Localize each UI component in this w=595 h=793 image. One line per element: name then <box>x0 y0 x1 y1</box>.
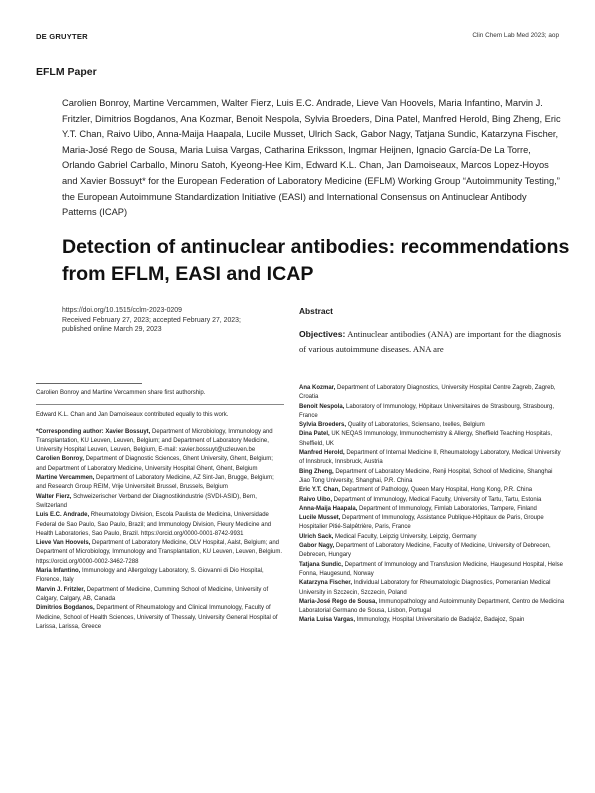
affiliation-author-name: Anna-Maija Haapala, <box>299 505 358 512</box>
affiliation-author-name: Carolien Bonroy, <box>36 456 84 463</box>
abstract-body <box>299 327 561 356</box>
paper-type: EFLM Paper <box>36 66 97 78</box>
published-date: published online March 29, 2023 <box>62 326 162 334</box>
footnotes-right-column <box>299 384 565 626</box>
affiliation-author-name: Ulrich Sack, <box>299 533 334 540</box>
affiliation-entry <box>36 428 284 456</box>
affiliation-entry <box>299 598 565 617</box>
affiliation-author-name: Marvin J. Fritzler, <box>36 586 86 593</box>
affiliation-text: Department of Laboratory Medicine, AZ Sint-Jan, Brugge, Belgium; and Research Group REIM, Vrije Universiteit Brussel, Brussels, Belgium <box>36 475 274 491</box>
affiliation-author-name: Sylvia Broeders, <box>299 422 347 429</box>
affiliation-text: Department of Laboratory Diagnostics, University Hospital Centre Zagreb, Zagreb, Croatia <box>299 385 556 401</box>
abstract-heading: Abstract <box>299 306 333 316</box>
affiliation-author-name: Ana Kozmar, <box>299 385 336 391</box>
affiliation-entry <box>299 449 565 468</box>
affiliation-text: Immunology and Allergology Laboratory, S. Giovanni di Dio Hospital, Florence, Italy <box>36 568 264 584</box>
affiliation-author-name: Martine Vercammen, <box>36 475 95 482</box>
affiliation-author-name: Maria Luisa Vargas, <box>299 617 356 624</box>
affiliation-text: UK NEQAS Immunology, Immunochemistry & Allergy, Sheffield Teaching Hospitals, Sheffield, UK <box>299 431 553 447</box>
affiliation-entry <box>299 505 565 514</box>
affiliation-entry <box>36 586 284 605</box>
publisher-name: DE GRUYTER <box>36 32 88 41</box>
affiliation-author-name: Eric Y.T. Chan, <box>299 487 340 494</box>
affiliation-text: Department of Immunology, Assistance Publique-Hôpitaux de Paris, Groupe Hospitalier Pitié-Salpêtrière, Paris, France <box>299 515 544 531</box>
affiliation-author-name: Katarzyna Fischer, <box>299 580 353 587</box>
affiliation-text: Department of Microbiology, Immunology and Transplantation, KU Leuven, Leuven, Belgium; and Department of Laboratory Medicine, University Hospital Leuven, Leuven, Belgium, E-mail: xavier.bossuyt@uzleuven.be <box>36 428 273 454</box>
affiliation-text: Immunopathology and Autoimmunity Department, Centro de Medicina Laboratorial Germano de Sousa, Lisbon, Portugal <box>299 598 565 615</box>
shared-first-note: Carolien Bonroy and Martine Vercammen share first authorship. <box>36 389 284 405</box>
affiliation-entry <box>299 514 565 533</box>
affiliation-entry <box>299 486 565 495</box>
affiliation-author-name: Walter Fierz, <box>36 493 72 500</box>
affiliation-author-name: Tatjana Sundic, <box>299 561 343 568</box>
author-list: Carolien Bonroy, Martine Vercammen, Walter Fierz, Luis E.C. Andrade, Lieve Van Hoovels, Maria Infantino, Marvin J. Fritzler, Dimitrios Bogdanos, Ana Kozmar, Benoit Nespola, Sylvia Broeders, Dina Patel, Manfred Herold, Bing Zheng, Eric Y.T. Chan, Raivo Uibo, Anna-Maija Haapala, Lucile Musset, Ulrich Sack, Gabor Nagy, Tatjana Sundic, Katarzyna Fischer, Maria-José Rego de Sousa, Maria Luisa Vargas, Catharina Eriksson, Ingmar Heijnen, Ignacio García-De La Torre, Orlando Gabriel Carballo, Minoru Satoh, Kyeong-Hee Kim, Edward K.L. Chan, Jan Damoiseaux, Marcos Lopez-Hoyos and Xavier Bossuyt* for the European Federation of Laboratory Medicine (EFLM) Working Group “Autoimmunity Testing,” the European Autoimmune Standardization Initiative (EASI) and International Consensus on Antinuclear Antibody Patterns (ICAP) <box>62 98 561 218</box>
affiliation-text: Quality of Laboratories, Sciensano, Ixelles, Belgium <box>346 422 485 429</box>
affiliation-entry <box>36 604 284 632</box>
affiliation-text: Department of Medicine, Cumming School of Medicine, University of Calgary, Calgary, AB, Canada <box>36 586 269 602</box>
received-date: Received February 27, 2023; accepted February 27, 2023; <box>62 316 241 324</box>
footnote-rule <box>36 383 142 384</box>
objectives-label: Objectives: <box>299 329 346 339</box>
affiliation-entry <box>36 511 284 539</box>
footnotes-left-column <box>36 389 284 632</box>
affiliation-text: Laboratory of Immunology, Hôpitaux Universitaires de Strasbourg, Strasbourg, France <box>299 403 555 419</box>
affiliation-entry <box>299 616 565 625</box>
affiliation-text: Medical Faculty, Leipzig University, Leipzig, Germany <box>333 533 477 540</box>
objectives-text: Antinuclear antibodies (ANA) are important for the diagnosis of various autoimmune diseases. ANA are <box>299 329 561 354</box>
affiliation-text: Rheumatology Division, Escola Paulista de Medicina, Universidade Federal de Sao Paulo, Sao Paulo, Brazil; and Immunology Division, Fleury Medicine and Health Laboratories, Sao Paulo, Brazil. https://orcid.org/0000-0001-8742-9931 <box>36 512 272 537</box>
affiliation-author-name: *Corresponding author: Xavier Bossuyt, <box>36 428 151 435</box>
article-title: Detection of antinuclear antibodies: recommendations from EFLM, EASI and ICAP <box>62 236 570 285</box>
journal-citation: Clin Chem Lab Med 2023; aop <box>472 32 559 39</box>
affiliation-entry <box>299 542 565 561</box>
affiliation-author-name: Luis E.C. Andrade, <box>36 512 90 519</box>
affiliation-entry <box>299 403 565 422</box>
affiliation-entry <box>299 561 565 580</box>
doi-link[interactable]: https://doi.org/10.1515/cclm-2023-0209 <box>62 307 182 314</box>
affiliation-author-name: Benoit Nespola, <box>299 403 345 410</box>
affiliation-author-name: Manfred Herold, <box>299 450 345 457</box>
affiliation-author-name: Dina Patel, <box>299 431 330 438</box>
article-meta <box>62 306 282 335</box>
affiliation-entry <box>299 421 565 430</box>
affiliation-entry <box>36 455 284 474</box>
affiliation-entry <box>299 468 565 487</box>
affiliation-text: Department of Immunology, Fimlab Laboratories, Tampere, Finland <box>357 505 537 512</box>
affiliation-text: Department of Laboratory Medicine, OLV Hospital, Aalst, Belgium; and Department of Microbiology, Immunology and Transplantation, KU Leuven, Leuven, Belgium. https://orcid.org/0000-0002-3462-7288 <box>36 540 283 565</box>
affiliation-entry <box>299 496 565 505</box>
affiliation-entry <box>36 567 284 586</box>
page-header <box>36 32 559 42</box>
affiliation-text: Department of Immunology, Medical Faculty, University of Tartu, Tartu, Estonia <box>332 496 542 503</box>
affiliation-author-name: Maria-José Rego de Sousa, <box>299 598 378 605</box>
affiliation-entry <box>299 579 565 598</box>
affiliation-text: Department of Rheumatology and Clinical Immunology, Faculty of Medicine, School of Health Sciences, University of Thessaly, University General Hospital of Larissa, Larissa, Greece <box>36 605 278 630</box>
affiliation-author-name: Lucile Musset, <box>299 515 341 522</box>
affiliation-author-name: Lieve Van Hoovels, <box>36 540 91 547</box>
affiliations-right <box>299 384 565 626</box>
affiliation-entry <box>36 539 284 567</box>
equal-contribution-note: Edward K.L. Chan and Jan Damoiseaux contributed equally to this work. <box>36 412 229 419</box>
affiliation-author-name: Raivo Uibo, <box>299 496 333 503</box>
affiliation-text: Department of Laboratory Medicine, Faculty of Medicine, University of Debrecen, Debrecen, Hungary <box>299 543 551 559</box>
affiliation-text: Department of Pathology, Queen Mary Hospital, Hong Kong, P.R. China <box>339 487 533 494</box>
affiliation-entry <box>299 533 565 542</box>
affiliations-left <box>36 428 284 633</box>
affiliation-author-name: Bing Zheng, <box>299 468 334 475</box>
affiliation-author-name: Maria Infantino, <box>36 568 81 575</box>
affiliation-text: Immunology, Hospital Universitario de Badajóz, Badajoz, Spain <box>355 617 525 624</box>
affiliation-entry <box>299 384 565 403</box>
affiliation-text: Department of Immunology and Transfusion Medicine, Haugesund Hospital, Helse Fonna, Haugesund, Norway <box>299 561 564 577</box>
affiliation-text: Individual Laboratory for Rheumatologic Diagnostics, Pomeranian Medical University in Szczecin, Szczecin, Poland <box>299 580 551 596</box>
affiliation-entry <box>299 430 565 449</box>
affiliation-entry <box>36 474 284 493</box>
affiliation-text: Department of Diagnostic Sciences, Ghent University, Ghent, Belgium; and Department of Laboratory Medicine, University Hospital Ghent, Ghent, Belgium <box>36 456 273 472</box>
affiliation-text: Department of Internal Medicine II, Rheumatology Laboratory, Medical University of Innsbruck, Innsbruck, Austria <box>299 450 561 466</box>
affiliation-author-name: Dimitrios Bogdanos, <box>36 605 95 612</box>
affiliation-text: Schweizerischer Verband der Diagnostikindustrie (SVDI-ASID), Bern, Switzerland <box>36 493 257 509</box>
affiliation-text: Department of Laboratory Medicine, Renji Hospital, School of Medicine, Shanghai Jiao Tong University, Shanghai, P.R. China <box>299 468 553 484</box>
affiliation-author-name: Gabor Nagy, <box>299 543 335 550</box>
affiliation-entry <box>36 493 284 512</box>
